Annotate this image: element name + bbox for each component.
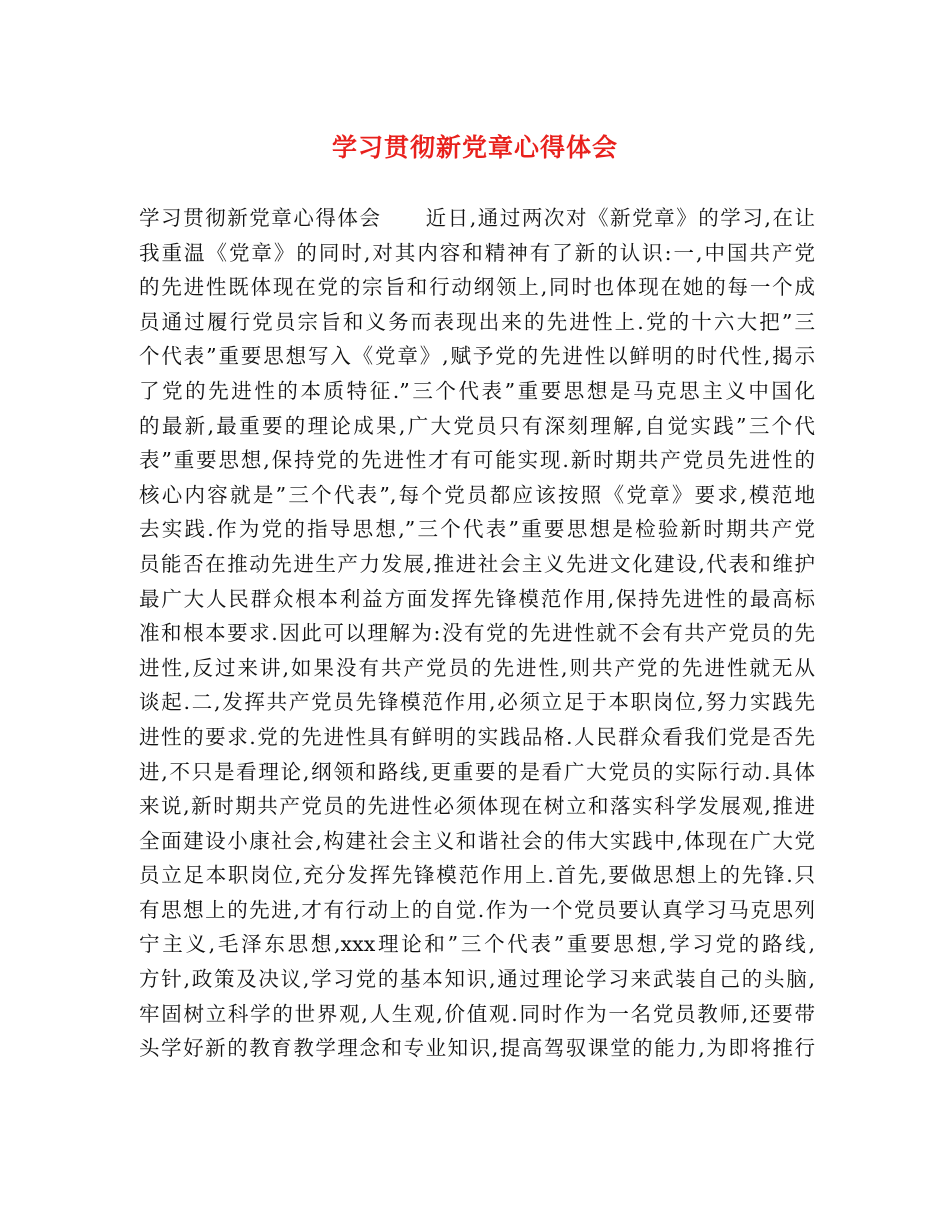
body-text-line: 进,不只是看理论,纲领和路线,更重要的是看广大党员的实际行动.具体 [139, 759, 815, 784]
body-text-line: 最广大人民群众根本利益方面发挥先锋模范作用,保持先进性的最高标 [139, 586, 815, 611]
body-text-line: 的最新,最重要的理论成果,广大党员只有深刻理解,自觉实践”三个代 [139, 413, 815, 438]
body-text-line: 去实践.作为党的指导思想,”三个代表”重要思想是检验新时期共产党 [139, 517, 815, 542]
body-text-line: 方针,政策及决议,学习党的基本知识,通过理论学习来武装自己的头脑, [139, 967, 815, 992]
body-text-line: 准和根本要求.因此可以理解为:没有党的先进性就不会有共产党员的先 [139, 621, 815, 646]
body-text-line: 进性,反过来讲,如果没有共产党员的先进性,则共产党的先进性就无从 [139, 655, 815, 680]
body-text-line: 进性的要求.党的先进性具有鲜明的实践品格.人民群众看我们党是否先 [139, 724, 815, 749]
body-text-line: 核心内容就是”三个代表”,每个党员都应该按照《党章》要求,模范地 [139, 482, 815, 507]
body-text-line: 的先进性既体现在党的宗旨和行动纲领上,同时也体现在她的每一个成 [139, 275, 815, 300]
document-title: 学习贯彻新党章心得体会 [331, 133, 618, 162]
body-text-line: 谈起.二,发挥共产党员先锋模范作用,必须立足于本职岗位,努力实践先 [139, 690, 815, 715]
body-text-line: 员通过履行党员宗旨和义务而表现出来的先进性上.党的十六大把”三 [139, 309, 815, 334]
body-text-line: 我重温《党章》的同时,对其内容和精神有了新的认识:一,中国共产党 [139, 240, 815, 265]
body-text-line: 学习贯彻新党章心得体会 近日,通过两次对《新党章》的学习,在让 [139, 206, 815, 230]
body-text-line: 表”重要思想,保持党的先进性才有可能实现.新时期共产党员先进性的 [139, 448, 815, 473]
body-text-line: 来说,新时期共产党员的先进性必须体现在树立和落实科学发展观,推进 [139, 794, 815, 819]
body-text-line: 有思想上的先进,才有行动上的自觉.作为一个党员要认真学习马克思列 [139, 897, 815, 922]
document-body [139, 201, 815, 1066]
body-text-line: 个代表”重要思想写入《党章》,赋予党的先进性以鲜明的时代性,揭示 [139, 344, 815, 369]
body-text-line: 了党的先进性的本质特征.”三个代表”重要思想是马克思主义中国化 [139, 378, 815, 403]
body-text-line: 牢固树立科学的世界观,人生观,价值观.同时作为一名党员教师,还要带 [139, 1001, 815, 1026]
body-text-line: 员立足本职岗位,充分发挥先锋模范作用上.首先,要做思想上的先锋.只 [139, 863, 815, 888]
body-text-line: 全面建设小康社会,构建社会主义和谐社会的伟大实践中,体现在广大党 [139, 828, 815, 853]
body-text-line: 员能否在推动先进生产力发展,推进社会主义先进文化建设,代表和维护 [139, 551, 815, 576]
body-text-line: 宁主义,毛泽东思想,xxx理论和”三个代表”重要思想,学习党的路线, [139, 932, 815, 957]
body-text-line: 头学好新的教育教学理念和专业知识,提高驾驭课堂的能力,为即将推行 [139, 1036, 815, 1061]
